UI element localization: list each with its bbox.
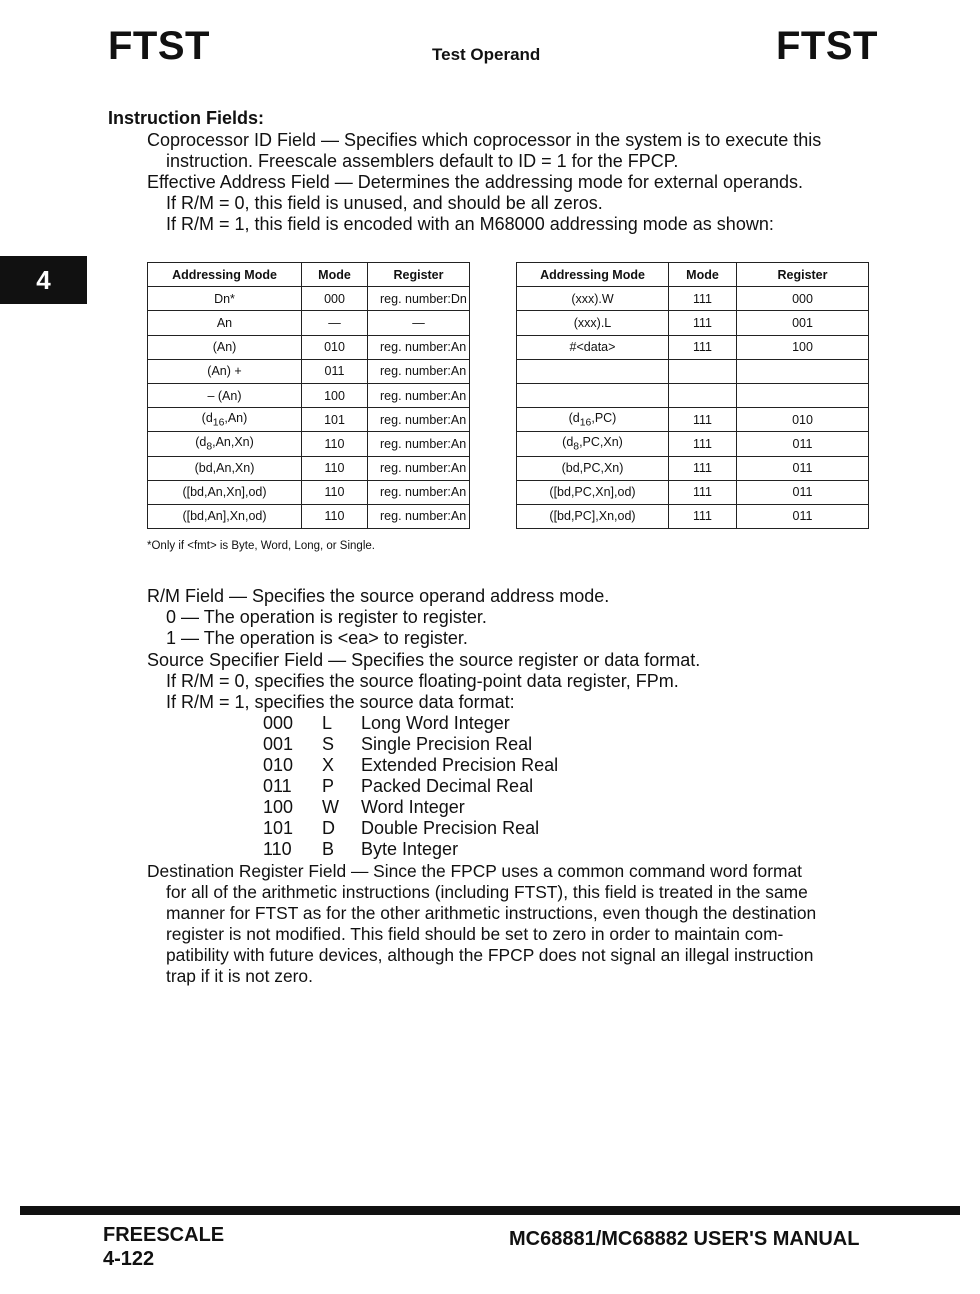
header-right-title: FTST [776,24,878,68]
register-cell: 011 [737,480,869,504]
register-cell: reg. number:An [368,359,470,383]
destination-line-6: trap if it is not zero. [166,966,313,986]
format-code: 011 [263,776,292,796]
table-row [517,432,869,456]
format-code: 110 [263,839,292,859]
header-cell: Register [737,263,869,287]
rm-one-line: 1 — The operation is <ea> to register. [166,628,468,648]
register-cell: reg. number:An [368,480,470,504]
format-name: Extended Precision Real [361,755,559,775]
format-row [0,818,980,839]
addressing-table-left [147,262,470,529]
format-row [0,776,980,797]
table-row [517,335,869,359]
mode-code-cell: 010 [302,335,368,359]
format-letter: P [322,776,335,796]
header-cell: Addressing Mode [517,263,669,287]
format-letter: S [322,734,335,754]
register-cell [737,383,869,407]
destination-line-3: manner for FTST as for the other arithmetic instructions, even though the destination [166,903,817,923]
mode-code-cell: 111 [669,432,737,456]
mode-code-cell: 111 [669,408,737,432]
mode-cell: (bd,An,Xn) [148,456,302,480]
header-cell: Register [368,263,470,287]
mode-code-cell: 111 [669,335,737,359]
register-cell: reg. number:An [368,504,470,528]
rm0-line: If R/M = 0, this field is unused, and should be all zeros. [166,193,603,213]
mode-code-cell: 101 [302,408,368,432]
footer-brand: FREESCALE [103,1224,225,1246]
coprocessor-id-line-2: instruction. Freescale assemblers default to ID = 1 for the FPCP. [166,151,679,171]
format-row [0,797,980,818]
mode-cell: $(d_{16},An)$ [148,408,302,432]
mode-code-cell: 110 [302,480,368,504]
mode-code-cell: 111 [669,480,737,504]
format-code: 010 [263,755,294,775]
format-code: 101 [263,818,294,838]
format-name: Single Precision Real [361,734,533,754]
format-letter: L [322,713,333,733]
table-row [148,432,470,456]
format-letter: D [322,818,335,838]
mode-code-cell: 111 [669,456,737,480]
format-code: 000 [263,713,294,733]
format-name: Packed Decimal Real [361,776,534,796]
table-footnote: *Only if <fmt> is Byte, Word, Long, or Single. [147,540,375,552]
mode-cell [517,359,669,383]
mode-code-cell: 110 [302,432,368,456]
header-center-title: Test Operand [432,45,541,64]
rm-zero-line: 0 — The operation is register to register. [166,607,487,627]
table-row [517,504,869,528]
format-name: Word Integer [361,797,465,817]
mode-cell: $(d_{16},PC)$ [517,408,669,432]
format-row [0,713,980,734]
header-cell: Mode [302,263,368,287]
register-cell: 011 [737,432,869,456]
mode-code-cell: 111 [669,287,737,311]
register-cell: reg. number:Dn [368,287,470,311]
table-row [517,311,869,335]
format-code: 100 [263,797,294,817]
table-row [517,456,869,480]
format-row [0,839,980,860]
table-row [517,480,869,504]
table-row [517,383,869,407]
mode-code-cell: — [302,311,368,335]
mode-code-cell: 011 [302,359,368,383]
table-row [148,456,470,480]
register-cell: reg. number:An [368,408,470,432]
table-row [148,287,470,311]
table-row [517,408,869,432]
mode-cell: ([bd,PC],Xn,od) [517,504,669,528]
table-row [148,383,470,407]
mode-code-cell: 111 [669,311,737,335]
footer-manual-title: MC68881/MC68882 USER'S MANUAL [509,1228,860,1250]
mode-cell: (bd,PC,Xn) [517,456,669,480]
destination-line-4: register is not modified. This field should be set to zero in order to maintain com- [166,924,784,944]
mode-cell: (An) [148,335,302,359]
register-cell: 000 [737,287,869,311]
table-header-row [517,263,869,287]
register-cell: reg. number:An [368,432,470,456]
destination-line-5: patibility with future devices, although the FPCP does not signal an illegal instruction [166,945,814,965]
format-name: Byte Integer [361,839,459,859]
register-cell: reg. number:An [368,383,470,407]
mode-cell: $(d_8,An,Xn)$ [148,432,302,456]
register-cell: 010 [737,408,869,432]
source-rm1-line: If R/M = 1, specifies the source data format: [166,692,515,712]
register-cell: 100 [737,335,869,359]
format-name: Double Precision Real [361,818,540,838]
table-header-row [148,263,470,287]
rm1-line: If R/M = 1, this field is encoded with an M68000 addressing mode as shown: [166,214,774,234]
mode-code-cell: 110 [302,504,368,528]
mode-cell: (xxx).L [517,311,669,335]
footer-rule [20,1206,960,1215]
mode-cell: (xxx).W [517,287,669,311]
section-tab: 4 [0,256,87,304]
mode-code-cell: 110 [302,456,368,480]
mode-code-cell [669,359,737,383]
mode-cell [517,383,669,407]
register-cell [737,359,869,383]
source-rm0-line: If R/M = 0, specifies the source floating-point data register, FPm. [166,671,679,691]
register-cell: 001 [737,311,869,335]
register-cell: reg. number:An [368,456,470,480]
table-row [148,480,470,504]
mode-code-cell: 000 [302,287,368,311]
table-row [148,504,470,528]
mode-cell: ([bd,An],Xn,od) [148,504,302,528]
mode-cell: #<data> [517,335,669,359]
mode-cell: An [148,311,302,335]
destination-line-1: Destination Register Field — Since the FPCP uses a common command word format [147,861,802,881]
addressing-table-right [516,262,869,529]
destination-line-2: for all of the arithmetic instructions (including FTST), this field is treated in the same [166,882,808,902]
table-row [148,335,470,359]
table-row [517,287,869,311]
table-row [148,359,470,383]
source-specifier-line: Source Specifier Field — Specifies the source register or data format. [147,650,701,670]
register-cell: 011 [737,456,869,480]
register-cell: — [368,311,470,335]
coprocessor-id-line-1: Coprocessor ID Field — Specifies which coprocessor in the system is to execute this [147,130,822,150]
mode-code-cell: 111 [669,504,737,528]
format-code: 001 [263,734,294,754]
table-row [148,311,470,335]
format-row [0,734,980,755]
mode-cell: ([bd,An,Xn],od) [148,480,302,504]
mode-code-cell: 100 [302,383,368,407]
rm-field-line: R/M Field — Specifies the source operand address mode. [147,586,610,606]
instruction-fields-heading: Instruction Fields: [108,108,265,128]
mode-cell: $(d_8,PC,Xn)$ [517,432,669,456]
footer-page-number: 4-122 [103,1248,155,1270]
header-cell: Mode [669,263,737,287]
header-left-title: FTST [108,24,210,68]
register-cell: 011 [737,504,869,528]
format-letter: W [322,797,339,817]
header-cell: Addressing Mode [148,263,302,287]
register-cell: reg. number:An [368,335,470,359]
mode-cell: (An) + [148,359,302,383]
effective-address-line: Effective Address Field — Determines the addressing mode for external operands. [147,172,804,192]
format-name: Long Word Integer [361,713,510,733]
format-row [0,755,980,776]
mode-code-cell [669,383,737,407]
table-row [517,359,869,383]
format-letter: B [322,839,335,859]
table-row [148,408,470,432]
format-letter: X [322,755,335,775]
mode-cell: Dn* [148,287,302,311]
mode-cell: – (An) [148,383,302,407]
mode-cell: ([bd,PC,Xn],od) [517,480,669,504]
